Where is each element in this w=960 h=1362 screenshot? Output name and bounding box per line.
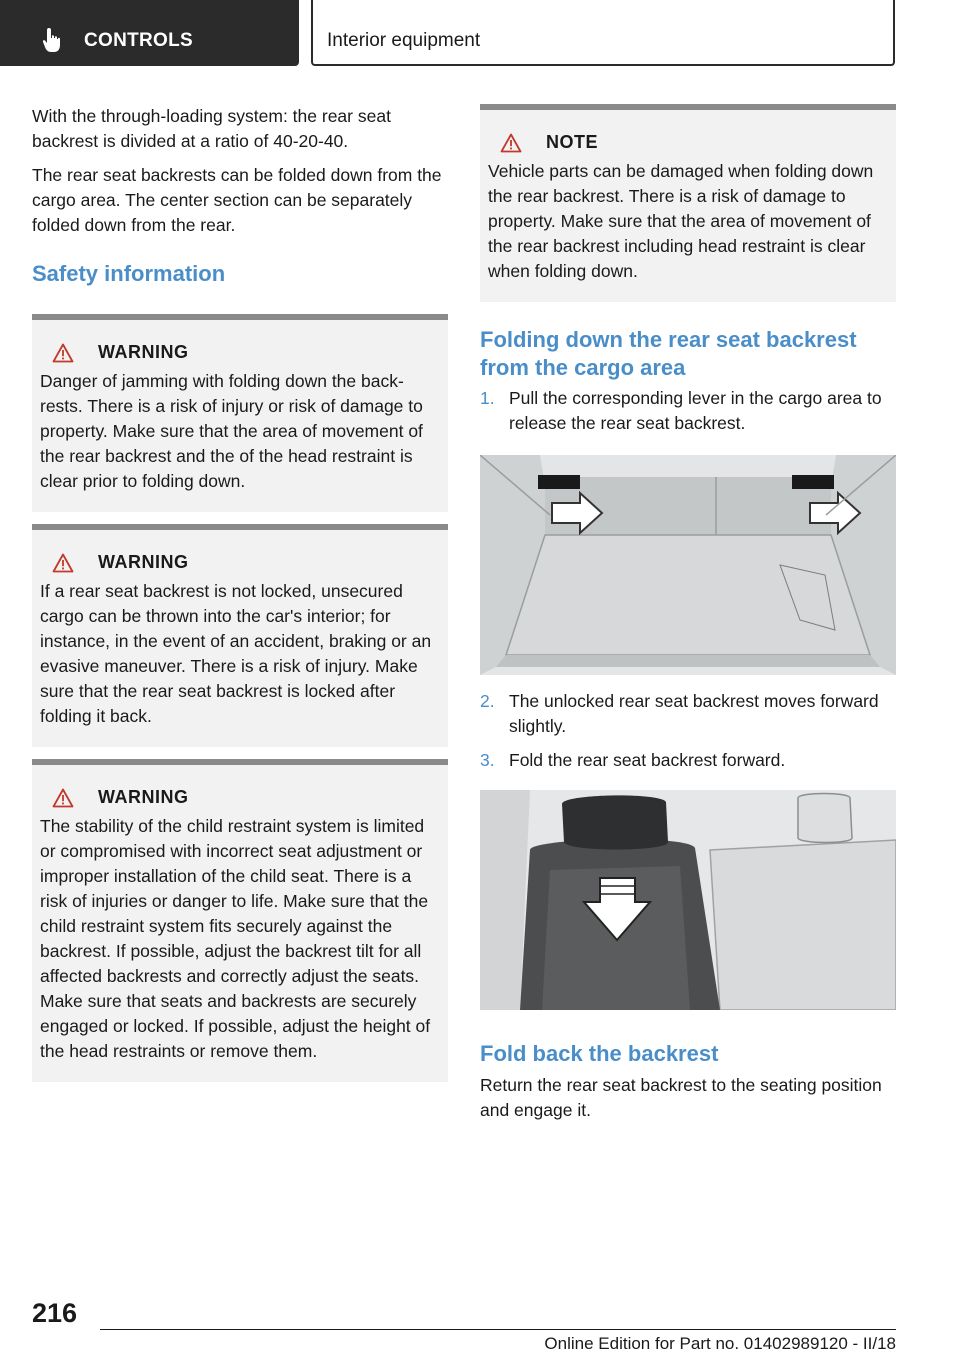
warning-triangle-icon: [500, 133, 522, 153]
step-list: [480, 386, 896, 436]
warning-triangle-icon: [52, 343, 74, 363]
warning-box: [32, 524, 448, 747]
step-number: 2.: [480, 691, 495, 711]
footer-divider: [100, 1329, 896, 1330]
list-item: [480, 748, 896, 773]
note-title: NOTE: [546, 132, 599, 152]
chapter-tab[interactable]: [0, 0, 299, 66]
fold-back-heading: Fold back the backrest: [480, 1041, 719, 1066]
section-label: Interior equipment: [327, 30, 481, 51]
hand-pointer-icon: [42, 27, 64, 53]
warning-title: WARNING: [98, 787, 189, 807]
page-number: 216: [32, 1298, 78, 1328]
step-number: 3.: [480, 750, 495, 770]
warning-triangle-icon: [52, 788, 74, 808]
left-column: [32, 104, 448, 1082]
warning-box: [32, 314, 448, 512]
step-list: [480, 689, 896, 773]
warning-text: The stability of the child restraint system is limited or compromised with incorrect seat adjustment or improper installation of the child seat. There is a risk of injuries or danger to life. Make sure that the child restraint system fits securely against the backrest. If possible, adjust the backrest tilt for all affected backrests and correctly adjust the seats. Make sure that seats and backrests are securely engaged or locked. If possible, adjust the height of the head restraints or remove them.: [40, 816, 431, 1061]
folding-heading: Folding down the rear seat backrest from the cargo area: [480, 327, 857, 380]
warning-text: If a rear seat backrest is not locked, unsecured cargo can be thrown into the car's interior; for instance, in the event of an accident, braking or an evasive maneuver. There is a risk of injury. Make sure that the rear seat backrest is locked after folding it back.: [40, 581, 432, 726]
warning-title: WARNING: [98, 342, 189, 362]
list-item: [480, 386, 896, 436]
seat-backrest-illustration: [480, 790, 896, 1010]
safety-heading: Safety information: [32, 261, 226, 286]
note-text: Vehicle parts can be damaged when folding down the rear backrest. There is a risk of damage to property. Make sure that the area of movement of the rear backrest including head restraint is clear when folding down.: [488, 161, 874, 281]
step-text: Fold the rear seat backrest forward.: [509, 750, 786, 770]
step-text: Pull the corresponding lever in the cargo area to release the rear seat backrest.: [509, 388, 882, 433]
warning-triangle-icon: [52, 553, 74, 573]
step-text: The unlocked rear seat backrest moves forward slightly.: [509, 691, 879, 736]
note-box: [480, 104, 896, 302]
cargo-area-drawing: [480, 455, 896, 675]
list-item: [480, 689, 896, 739]
warning-text: Danger of jamming with folding down the backrests. There is a risk of injury or risk of damage to property. Make sure that the area of movement of the rear backrest and the of the head restraint is clear prior to folding down.: [40, 371, 423, 491]
step-number: 1.: [480, 388, 495, 408]
cargo-area-illustration: [480, 455, 896, 675]
intro-paragraph-2: The rear seat backrests can be folded down from the cargo area. The center section can be separately folded down from the rear.: [32, 165, 442, 235]
fold-back-text: Return the rear seat backrest to the seating position and engage it.: [480, 1075, 882, 1120]
intro-paragraph-1: With the through-loading system: the rear seat backrest is divided at a ratio of 40-20-40.: [32, 106, 391, 151]
warning-title: WARNING: [98, 552, 189, 572]
warning-box: [32, 759, 448, 1082]
section-tab[interactable]: [311, 0, 895, 66]
right-column: [480, 104, 896, 1132]
chapter-label: CONTROLS: [84, 30, 194, 51]
seat-backrest-drawing: [480, 790, 896, 1010]
edition-text: Online Edition for Part no. 01402989120 - II/18: [544, 1334, 896, 1353]
